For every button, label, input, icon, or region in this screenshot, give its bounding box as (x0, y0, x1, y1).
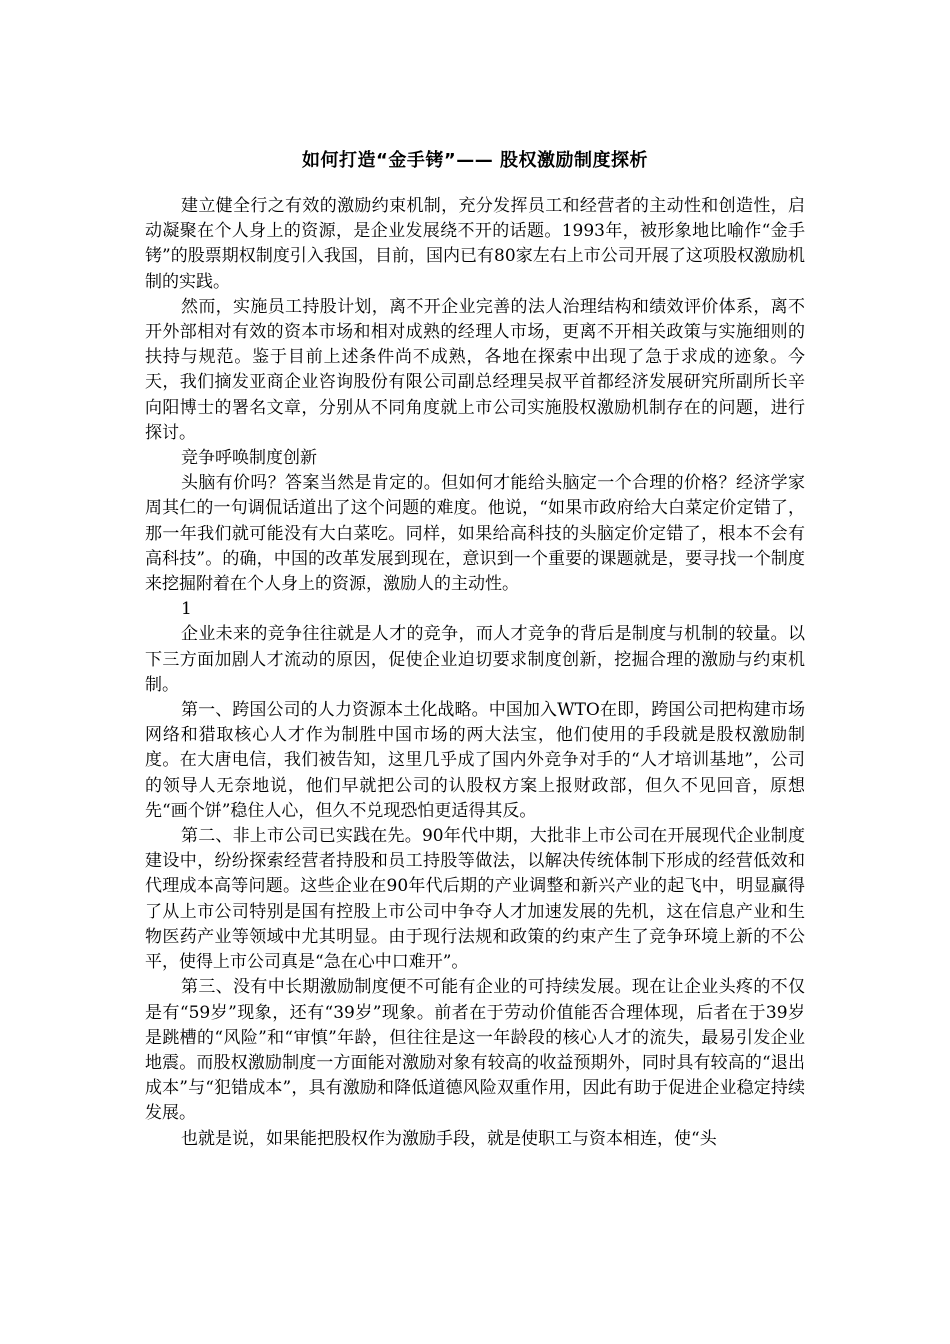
document-page (145, 148, 805, 1152)
paragraph-third-reason: 第三、没有中长期激励制度便不可能有企业的可持续发展。现在让企业头疼的不仅是有“59岁”现象，还有“39岁”现象。前者在于劳动价值能否合理体现，后者在于39岁是跳槽的“风险”和“审慎”年龄，但往往是这一年龄段的核心人才的流失，最易引发企业地震。而股权激励制度一方面能对激励对象有较高的收益预期外，同时具有较高的“退出成本”与“犯错成本”，具有激励和降低道德风险双重作用，因此有助于促进企业稳定持续发展。 (145, 977, 805, 1124)
paragraph-intro: 建立健全行之有效的激励约束机制，充分发挥员工和经营者的主动性和创造性，启动凝聚在个人身上的资源，是企业发展绕不开的话题。1993年，被形象地比喻作“金手铐”的股票期权制度引入我国，目前，国内已有80家左右上市公司开展了这项股权激励机制的实践。 (145, 196, 805, 292)
paragraph-second-reason: 第二、非上市公司已实践在先。90年代中期，大批非上市公司在开展现代企业制度建设中，纷纷探索经营者持股和员工持股等做法，以解决传统体制下形成的经营低效和代理成本高等问题。这些企业在90年代后期的产业调整和新兴产业的起飞中，明显赢得了从上市公司特别是国有控股上市公司中争夺人才加速发展的先机，这在信息产业和生物医药产业等领域中尤其明显。由于现行法规和政策的约束产生了竞争环境上新的不公平，使得上市公司真是“急在心中口难开”。 (145, 826, 805, 973)
section-heading: 竞争呼唤制度创新 (181, 448, 317, 469)
paragraph-competition: 企业未来的竞争往往就是人才的竞争，而人才竞争的背后是制度与机制的较量。以下三方面加剧人才流动的原因，促使企业迫切要求制度创新，挖掘合理的激励与约束机制。 (145, 624, 805, 695)
paragraph-context: 然而，实施员工持股计划，离不开企业完善的法人治理结构和绩效评价体系，离不开外部相对有效的资本市场和相对成熟的经理人市场，更离不开相关政策与实施细则的扶持与规范。鉴于目前上述条件尚不成熟，各地在探索中出现了急于求成的迹象。今天，我们摘发亚商企业咨询股份有限公司副总经理吴叔平首都经济发展研究所副所长辛向阳博士的署名文章，分别从不同角度就上市公司实施股权激励机制存在的问题，进行探讨。 (145, 296, 805, 443)
paragraph-conclusion: 也就是说，如果能把股权作为激励手段，就是使职工与资本相连，使“头 (181, 1128, 717, 1149)
section-number: 1 (181, 599, 192, 620)
document-title: 如何打造“金手铐”—— 股权激励制度探析 (302, 150, 648, 171)
paragraph-brain-value: 头脑有价吗？答案当然是肯定的。但如何才能给头脑定一个合理的价格？经济学家周其仁的一句调侃话道出了这个问题的难度。他说，“如果市政府给大白菜定价定错了，那一年我们就可能没有大白菜吃。同样，如果给高科技的头脑定价定错了，根本不会有高科技”。的确，中国的改革发展到现在，意识到一个重要的课题就是，要寻找一个制度来挖掘附着在个人身上的资源，激励人的主动性。 (145, 473, 805, 595)
paragraph-first-reason: 第一、跨国公司的人力资源本土化战略。中国加入WTO在即，跨国公司把构建市场网络和猎取核心人才作为制胜中国市场的两大法宝，他们使用的手段就是股权激励制度。在大唐电信，我们被告知，这里几乎成了国内外竞争对手的“人才培训基地”，公司的领导人无奈地说，他们早就把公司的认股权方案上报财政部，但久不见回音，原想先“画个饼”稳住人心，但久不兑现恐怕更适得其反。 (145, 700, 805, 821)
